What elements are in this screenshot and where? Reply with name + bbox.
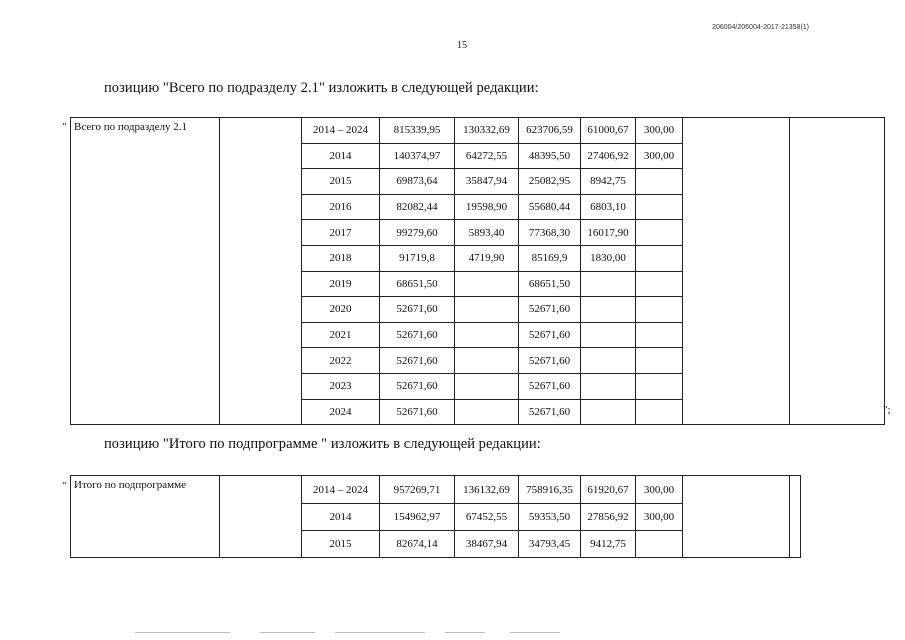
cell-c1 <box>455 271 519 297</box>
cell-total: 91719,8 <box>380 245 455 271</box>
scan-artifact-lines <box>0 632 905 634</box>
cell-period: 2015 <box>302 169 380 195</box>
cell-c4 <box>636 322 683 348</box>
indicator-cell <box>790 118 885 425</box>
cell-c4 <box>636 245 683 271</box>
cell-period: 2014 <box>302 143 380 169</box>
cell-c3: 9412,75 <box>581 531 636 558</box>
cell-c2: 52671,60 <box>519 348 581 374</box>
cell-c3 <box>581 271 636 297</box>
cell-c4 <box>636 348 683 374</box>
cell-c4 <box>636 297 683 323</box>
cell-c3: 27856,92 <box>581 504 636 531</box>
cell-c4: 300,00 <box>636 143 683 169</box>
subprogram-total-row <box>71 476 801 504</box>
cell-c1 <box>455 297 519 323</box>
cell-c2: 52671,60 <box>519 399 581 425</box>
closing-quote: "; <box>883 404 891 416</box>
position-name-cell: Всего по подразделу 2.1 <box>71 118 220 425</box>
cell-c3 <box>581 373 636 399</box>
cell-total: 69873,64 <box>380 169 455 195</box>
cell-period: 2014 – 2024 <box>302 476 380 504</box>
cell-total: 52671,60 <box>380 297 455 323</box>
cell-c3: 1830,00 <box>581 245 636 271</box>
cell-c1: 67452,55 <box>455 504 519 531</box>
cell-total: 52671,60 <box>380 399 455 425</box>
cell-c4 <box>636 169 683 195</box>
cell-c2: 25082,95 <box>519 169 581 195</box>
cell-c4 <box>636 194 683 220</box>
cell-c3 <box>581 348 636 374</box>
cell-c1 <box>455 322 519 348</box>
cell-period: 2014 – 2024 <box>302 118 380 144</box>
cell-c4 <box>636 271 683 297</box>
cell-c2: 59353,50 <box>519 504 581 531</box>
opening-quote: " <box>62 121 67 133</box>
cell-c4 <box>636 373 683 399</box>
cell-period: 2014 <box>302 504 380 531</box>
cell-c2: 623706,59 <box>519 118 581 144</box>
cell-c4: 300,00 <box>636 476 683 504</box>
executor-cell <box>220 118 302 425</box>
cell-period: 2017 <box>302 220 380 246</box>
cell-c2: 85169,9 <box>519 245 581 271</box>
cell-total: 957269,71 <box>380 476 455 504</box>
cell-c2: 55680,44 <box>519 194 581 220</box>
cell-period: 2023 <box>302 373 380 399</box>
page-number: 15 <box>457 40 467 51</box>
cell-c4 <box>636 531 683 558</box>
result-cell <box>683 118 790 425</box>
cell-c1: 64272,55 <box>455 143 519 169</box>
subprogram-total-table <box>70 475 801 558</box>
cell-c3: 61000,67 <box>581 118 636 144</box>
result-cell <box>683 476 790 558</box>
cell-c4: 300,00 <box>636 504 683 531</box>
cell-c3: 6803,10 <box>581 194 636 220</box>
cell-c3: 61920,67 <box>581 476 636 504</box>
cell-total: 154962,97 <box>380 504 455 531</box>
cell-c3 <box>581 297 636 323</box>
indicator-cell <box>790 476 801 558</box>
cell-c2: 52671,60 <box>519 322 581 348</box>
cell-c2: 77368,30 <box>519 220 581 246</box>
cell-total: 99279,60 <box>380 220 455 246</box>
cell-c1 <box>455 348 519 374</box>
cell-c1 <box>455 373 519 399</box>
cell-total: 815339,95 <box>380 118 455 144</box>
cell-period: 2020 <box>302 297 380 323</box>
cell-total: 52671,60 <box>380 322 455 348</box>
cell-period: 2019 <box>302 271 380 297</box>
cell-period: 2021 <box>302 322 380 348</box>
cell-period: 2015 <box>302 531 380 558</box>
cell-c3 <box>581 322 636 348</box>
cell-c1: 38467,94 <box>455 531 519 558</box>
cell-c3: 8942,75 <box>581 169 636 195</box>
cell-c1 <box>455 399 519 425</box>
cell-c1: 130332,69 <box>455 118 519 144</box>
cell-period: 2024 <box>302 399 380 425</box>
cell-c4: 300,00 <box>636 118 683 144</box>
cell-c1: 35847,94 <box>455 169 519 195</box>
cell-c2: 52671,60 <box>519 373 581 399</box>
cell-c4 <box>636 220 683 246</box>
instruction-subsection-total: позицию "Всего по подразделу 2.1" изложить в следующей редакции: <box>104 80 539 96</box>
cell-period: 2016 <box>302 194 380 220</box>
cell-c1: 5893,40 <box>455 220 519 246</box>
cell-c2: 52671,60 <box>519 297 581 323</box>
cell-c3: 27406,92 <box>581 143 636 169</box>
cell-total: 52671,60 <box>380 348 455 374</box>
cell-c2: 68651,50 <box>519 271 581 297</box>
cell-total: 52671,60 <box>380 373 455 399</box>
cell-c2: 758916,35 <box>519 476 581 504</box>
subsection-total-table <box>70 117 885 425</box>
position-name-cell: Итого по подпрограмме <box>71 476 220 558</box>
cell-c1: 136132,69 <box>455 476 519 504</box>
opening-quote-2: " <box>62 480 67 492</box>
cell-period: 2022 <box>302 348 380 374</box>
cell-c3: 16017,90 <box>581 220 636 246</box>
cell-c1: 19598,90 <box>455 194 519 220</box>
cell-c4 <box>636 399 683 425</box>
cell-period: 2018 <box>302 245 380 271</box>
subsection-total-row <box>71 118 885 144</box>
cell-total: 140374,97 <box>380 143 455 169</box>
cell-c1: 4719,90 <box>455 245 519 271</box>
document-code: 206004/206004-2017-21358(1) <box>712 24 809 31</box>
cell-total: 68651,50 <box>380 271 455 297</box>
cell-c3 <box>581 399 636 425</box>
cell-total: 82082,44 <box>380 194 455 220</box>
cell-total: 82674,14 <box>380 531 455 558</box>
instruction-subprogram-total: позицию "Итого по подпрограмме " изложить в следующей редакции: <box>104 436 541 452</box>
cell-c2: 48395,50 <box>519 143 581 169</box>
cell-c2: 34793,45 <box>519 531 581 558</box>
executor-cell <box>220 476 302 558</box>
